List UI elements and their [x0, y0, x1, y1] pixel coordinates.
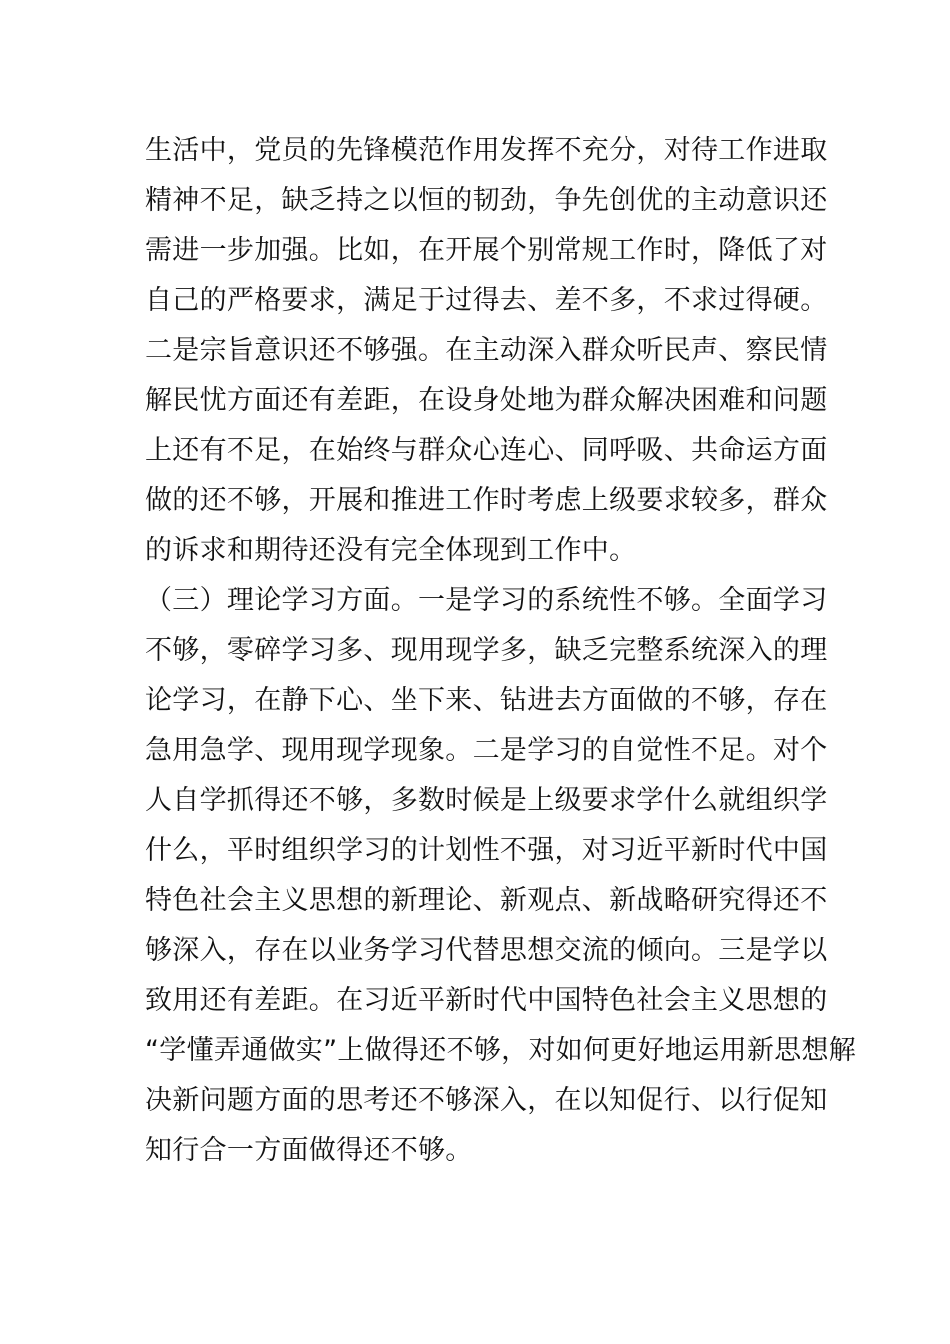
text-line-13: 急用急学、现用现学现象。二是学习的自觉性不足。对个	[145, 735, 828, 766]
text-line-17: 够深入，存在以业务学习代替思想交流的倾向。三是学以	[145, 935, 828, 966]
text-line-15: 什么，平时组织学习的计划性不强，对习近平新时代中国	[145, 835, 828, 866]
body-text	[145, 126, 857, 1176]
text-line-16: 特色社会主义思想的新理论、新观点、新战略研究得还不	[145, 885, 828, 916]
text-line-3: 需进一步加强。比如，在开展个别常规工作时，降低了对	[145, 235, 828, 266]
text-line-19: “学懂弄通做实”上做得还不够，对如何更好地运用新思想解	[145, 1035, 857, 1066]
text-line-18: 致用还有差距。在习近平新时代中国特色社会主义思想的	[145, 985, 828, 1016]
text-line-2: 精神不足，缺乏持之以恒的韧劲，争先创优的主动意识还	[145, 185, 828, 216]
text-line-6: 解民忧方面还有差距，在设身处地为群众解决困难和问题	[145, 385, 828, 416]
text-line-10: （三）理论学习方面。一是学习的系统性不够。全面学习	[145, 585, 828, 616]
text-line-7: 上还有不足，在始终与群众心连心、同呼吸、共命运方面	[145, 435, 828, 466]
text-line-1: 生活中，党员的先锋模范作用发挥不充分，对待工作进取	[145, 135, 828, 166]
text-line-20: 决新问题方面的思考还不够深入，在以知促行、以行促知	[145, 1085, 828, 1116]
text-line-8: 做的还不够，开展和推进工作时考虑上级要求较多，群众	[145, 485, 828, 516]
text-line-21: 知行合一方面做得还不够。	[145, 1135, 473, 1166]
text-line-11: 不够，零碎学习多、现用现学多，缺乏完整系统深入的理	[145, 635, 828, 666]
text-line-9: 的诉求和期待还没有完全体现到工作中。	[145, 535, 637, 566]
text-line-4: 自己的严格要求，满足于过得去、差不多，不求过得硬。	[145, 285, 828, 316]
text-line-14: 人自学抓得还不够，多数时候是上级要求学什么就组织学	[145, 785, 828, 816]
text-line-12: 论学习，在静下心、坐下来、钻进去方面做的不够，存在	[145, 685, 828, 716]
text-line-5: 二是宗旨意识还不够强。在主动深入群众听民声、察民情	[145, 335, 828, 366]
